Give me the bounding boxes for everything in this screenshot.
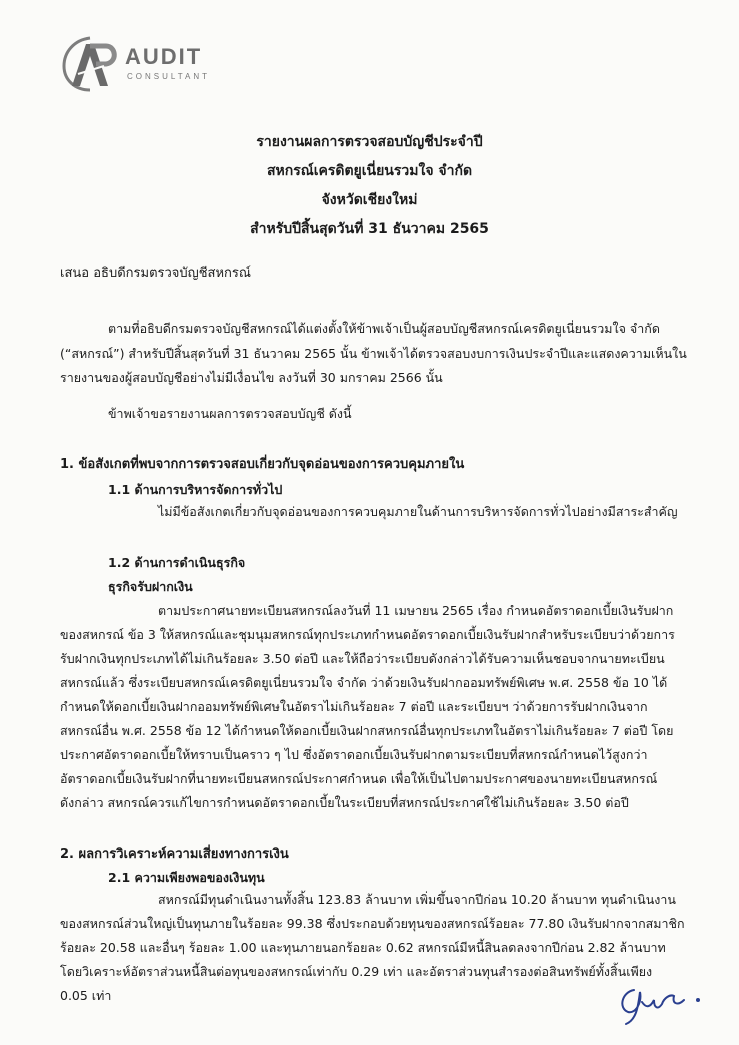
logo-subtitle: CONSULTANT — [127, 72, 211, 81]
deposit-line-2: ของสหกรณ์ ข้อ 3 ให้สหกรณ์และชุมนุมสหกรณ์ทุกประเภทกำหนดอัตราดอกเบี้ยเงินรับฝากสำหรับระเบียบว่าด้วยการ — [60, 627, 675, 642]
ap-logo-icon — [60, 36, 120, 92]
section-1-1-heading: 1.1 ด้านการบริหารจัดการทั่วไป — [108, 482, 283, 497]
report-title — [0, 128, 739, 244]
section-2-1-heading: 2.1 ความเพียงพอของเงินทุน — [108, 870, 265, 885]
title-line-2: สหกรณ์เครดิตยูเนี่ยนรวมใจ จำกัด — [266, 163, 473, 179]
capital-line-5: 0.05 เท่า — [60, 988, 112, 1003]
capital-line-4: โดยวิเคราะห์อัตราส่วนหนี้สินต่อทุนของสหกรณ์เท่ากับ 0.29 เท่า และอัตราส่วนทุนสำรองต่อสินทรัพย์ทั้งสิ้นเพียง — [60, 964, 653, 979]
addressee: เสนอ อธิบดีกรมตรวจบัญชีสหกรณ์ — [60, 266, 251, 281]
deposit-line-1: ตามประกาศนายทะเบียนสหกรณ์ลงวันที่ 11 เมษายน 2565 เรื่อง กำหนดอัตราดอกเบี้ยเงินรับฝาก — [158, 603, 674, 618]
capital-line-2: ของสหกรณ์ส่วนใหญ่เป็นทุนภายในร้อยละ 99.38 ซึ่งประกอบด้วยทุนของสหกรณ์ร้อยละ 77.80 เงินรับฝากจากสมาชิก — [60, 916, 685, 931]
section-1-1-text: ไม่มีข้อสังเกตเกี่ยวกับจุดอ่อนของการควบคุมภายในด้านการบริหารจัดการทั่วไปอย่างมีสาระสำคัญ — [158, 504, 678, 519]
section-1-2-subheading: ธุรกิจรับฝากเงิน — [108, 579, 193, 594]
deposit-line-5: กำหนดให้ดอกเบี้ยเงินฝากออมทรัพย์พิเศษในอัตราไม่เกินร้อยละ 7 ต่อปี และระเบียบฯ ว่าด้วยการรับฝากเงินจาก — [60, 699, 648, 714]
auditor-logo — [60, 36, 220, 92]
deposit-line-6: สหกรณ์อื่น พ.ศ. 2558 ข้อ 12 ได้กำหนดให้ดอกเบี้ยเงินฝากสหกรณ์อื่นทุกประเภทในอัตราไม่เกินร้อยละ 7 ต่อปี โดย — [60, 723, 674, 738]
intro-line-4: ข้าพเจ้าขอรายงานผลการตรวจสอบบัญชี ดังนี้ — [108, 406, 352, 421]
deposit-line-3: รับฝากเงินทุกประเภทได้ไม่เกินร้อยละ 3.50 ต่อปี และให้ถือว่าระเบียบดังกล่าวได้รับความเห็นชอบจากนายทะเบียน — [60, 651, 665, 666]
deposit-line-9: ดังกล่าว สหกรณ์ควรแก้ไขการกำหนดอัตราดอกเบี้ยในระเบียบที่สหกรณ์ประกาศใช้ไม่เกินร้อยละ 3.50 ต่อปี — [60, 795, 629, 810]
deposit-line-7: ประกาศอัตราดอกเบี้ยให้ทราบเป็นคราว ๆ ไป ซึ่งอัตราดอกเบี้ยเงินรับฝากตามระเบียบที่สหกรณ์กำหนดไว้สูงกว่า — [60, 747, 648, 762]
capital-line-3: ร้อยละ 20.58 และอื่นๆ ร้อยละ 1.00 และทุนภายนอกร้อยละ 0.62 สหกรณ์มีหนี้สินลดลงจากปีก่อน 2.82 ล้านบาท — [60, 940, 666, 955]
title-line-4: สำหรับปีสิ้นสุดวันที่ 31 ธันวาคม 2565 — [250, 221, 489, 237]
section-2-heading: 2. ผลการวิเคราะห์ความเสี่ยงทางการเงิน — [60, 847, 289, 862]
capital-line-1: สหกรณ์มีทุนดำเนินงานทั้งสิ้น 123.83 ล้านบาท เพิ่มขึ้นจากปีก่อน 10.20 ล้านบาท ทุนดำเนินงาน — [158, 892, 676, 907]
intro-line-3: รายงานของผู้สอบบัญชีอย่างไม่มีเงื่อนไข ลงวันที่ 30 มกราคม 2566 นั้น — [60, 370, 443, 385]
intro-line-1: ตามที่อธิบดีกรมตรวจบัญชีสหกรณ์ได้แต่งตั้งให้ข้าพเจ้าเป็นผู้สอบบัญชีสหกรณ์เครดิตยูเนี่ยนรวมใจ จำกัด — [108, 321, 660, 336]
deposit-line-8: อัตราดอกเบี้ยเงินรับฝากที่นายทะเบียนสหกรณ์ประกาศกำหนด เพื่อให้เป็นไปตามประกาศของนายทะเบียนสหกรณ์ — [60, 771, 658, 786]
section-1-heading: 1. ข้อสังเกตที่พบจากการตรวจสอบเกี่ยวกับจุดอ่อนของการควบคุมภายใน — [60, 457, 465, 472]
title-line-3: จังหวัดเชียงใหม่ — [321, 192, 418, 208]
deposit-line-4: สหกรณ์แล้ว ซึ่งระเบียบสหกรณ์เครดิตยูเนี่ยนรวมใจ จำกัด ว่าด้วยเงินรับฝากออมทรัพย์พิเศษ พ.ศ. 2558 ข้อ 10 ได้ — [60, 675, 668, 690]
handwritten-signature — [612, 978, 712, 1028]
intro-line-2: (“สหกรณ์”) สำหรับปีสิ้นสุดวันที่ 31 ธันวาคม 2565 นั้น ข้าพเจ้าได้ตรวจสอบงบการเงินประจำปีและแสดงความเห็นใน — [60, 346, 687, 361]
logo-title: AUDIT — [125, 44, 203, 69]
title-line-1: รายงานผลการตรวจสอบบัญชีประจำปี — [256, 134, 483, 150]
section-1-2-heading: 1.2 ด้านการดำเนินธุรกิจ — [108, 555, 246, 570]
